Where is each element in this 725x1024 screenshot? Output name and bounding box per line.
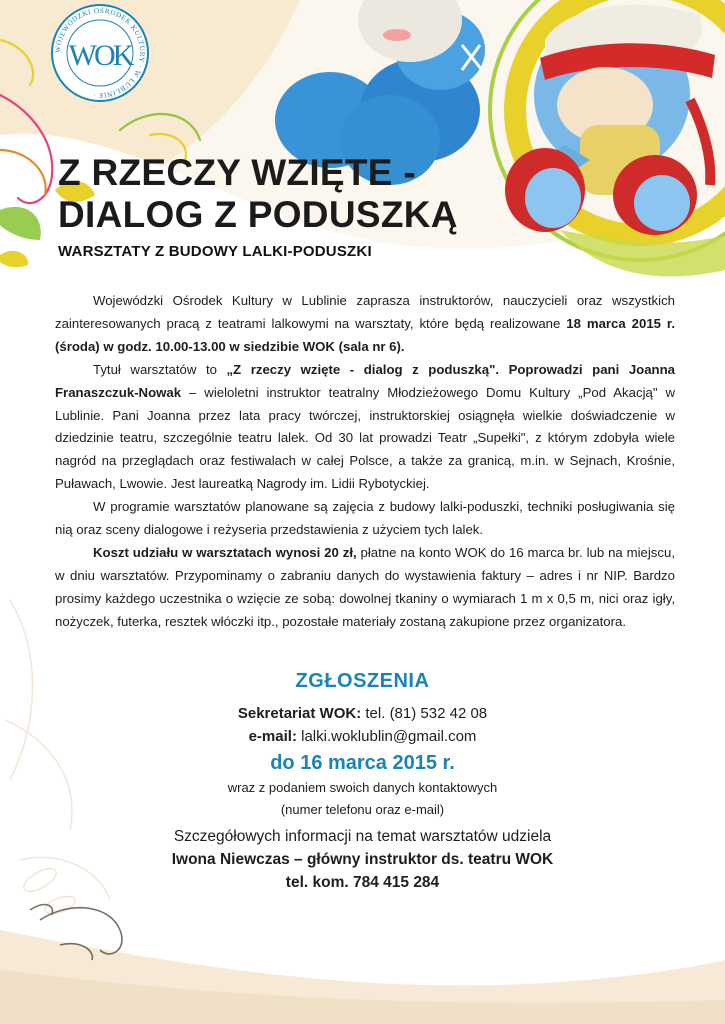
registration-heading: ZGŁOSZENIA (295, 670, 430, 692)
paragraph-instructor: Tytuł warsztatów to „Z rzeczy wzięte - dialog z poduszką". Poprowadzi pani Joanna Franaszczuk-Nowak – wieloletni instruktor teatralny Młodzieżowego Domu Kultury „Pod Akacją" w Lublinie. Pani Joanna przez lata pracy twórczej, instruktorskiej osiągnęła wielkie doświadczenie w dziedzinie teatru, szczególnie teatru lalek. Od 30 lat prowadzi Teatr „Supełki", z którym zdobyła wiele nagród na przeglądach oraz festiwalach w całej Polsce, a także za granicą, m.in. w Sejnach, Krośnie, Puławach, Lwowie. Jest laureatką Nagrody im. Lidii Rybotyckiej. (55, 361, 675, 492)
paragraph-program: W programie warsztatów planowane są zajęcia z budowy lalki-poduszki, techniki posługiwania się nią oraz sceny dialogowe i reżyseria przedstawienia z użyciem tych lalek. (55, 499, 675, 538)
workshop-title: „Z rzeczy wzięte - dialog z poduszką". Poprowadzi pani Joanna Franaszczuk-Nowak (55, 361, 675, 400)
contact-note-line-1: wraz z podaniem swoich danych kontaktowych (227, 780, 498, 795)
title-line-2: DIALOG Z PODUSZKĄ (58, 194, 458, 235)
paragraph-intro: Wojewódzki Ośrodek Kultury w Lublinie zaprasza instruktorów, nauczycieli oraz wszystkich zainteresowanych pracą z teatrami lalkowymi na warsztaty, które będą realizowane 18 marca 2015 r. (środa) w godz. 10.00-13.00 w siedzibie WOK (sala nr 6). (55, 293, 675, 354)
cost-note: Koszt udziału w warsztatach wynosi 20 zł, (93, 544, 357, 560)
logo-ring-text: WOJEWÓDZKI OŚRODEK KULTURY · W LUBLINIE · (53, 6, 147, 100)
contact-email: lalki.woklublin@gmail.com (296, 728, 477, 745)
title-line-1: Z RZECZY WZIĘTE - (58, 152, 416, 193)
secretariat-line: Sekretariat WOK: tel. (81) 532 42 08 (237, 705, 488, 722)
logo-monogram: WOK (68, 39, 132, 72)
secretariat-phone: tel. (81) 532 42 08 (361, 705, 488, 722)
info-line-1: Szczegółowych informacji na temat warsztatów udziela (173, 828, 552, 845)
info-instructor: Iwona Niewczas – główny instruktor ds. teatru WOK (171, 851, 554, 868)
contact-note-line-2: (numer telefonu oraz e-mail) (280, 802, 445, 817)
info-phone: tel. kom. 784 415 284 (285, 874, 440, 891)
page-title (58, 152, 458, 236)
event-date: 18 marca 2015 r. (środa) w godz. 10.00-13.00 w siedzibie WOK (sala nr 6). (55, 315, 675, 354)
registration-deadline: do 16 marca 2015 r. (270, 752, 455, 774)
page-subtitle: WARSZTATY Z BUDOWY LALKI-PODUSZKI (58, 243, 372, 260)
email-line: e-mail: lalki.woklublin@gmail.com (248, 728, 477, 745)
paragraph-cost: Koszt udziału w warsztatach wynosi 20 zł, płatne na konto WOK do 16 marca br. lub na miejscu, w dniu warsztatów. Przypominamy o zabraniu danych do wystawienia faktury – adres i nr NIP. Bardzo prosimy każdego uczestnika o wzięcie ze sobą: dowolnej tkaniny o wymiarach 1 m x 0,5 m, nici oraz igły, nożyczek, futerka, resztek włóczki itp., pozostałe materiały zostaną zakupione przez organizatora. (55, 544, 675, 629)
wok-logo (50, 3, 150, 103)
body-text (55, 290, 675, 634)
